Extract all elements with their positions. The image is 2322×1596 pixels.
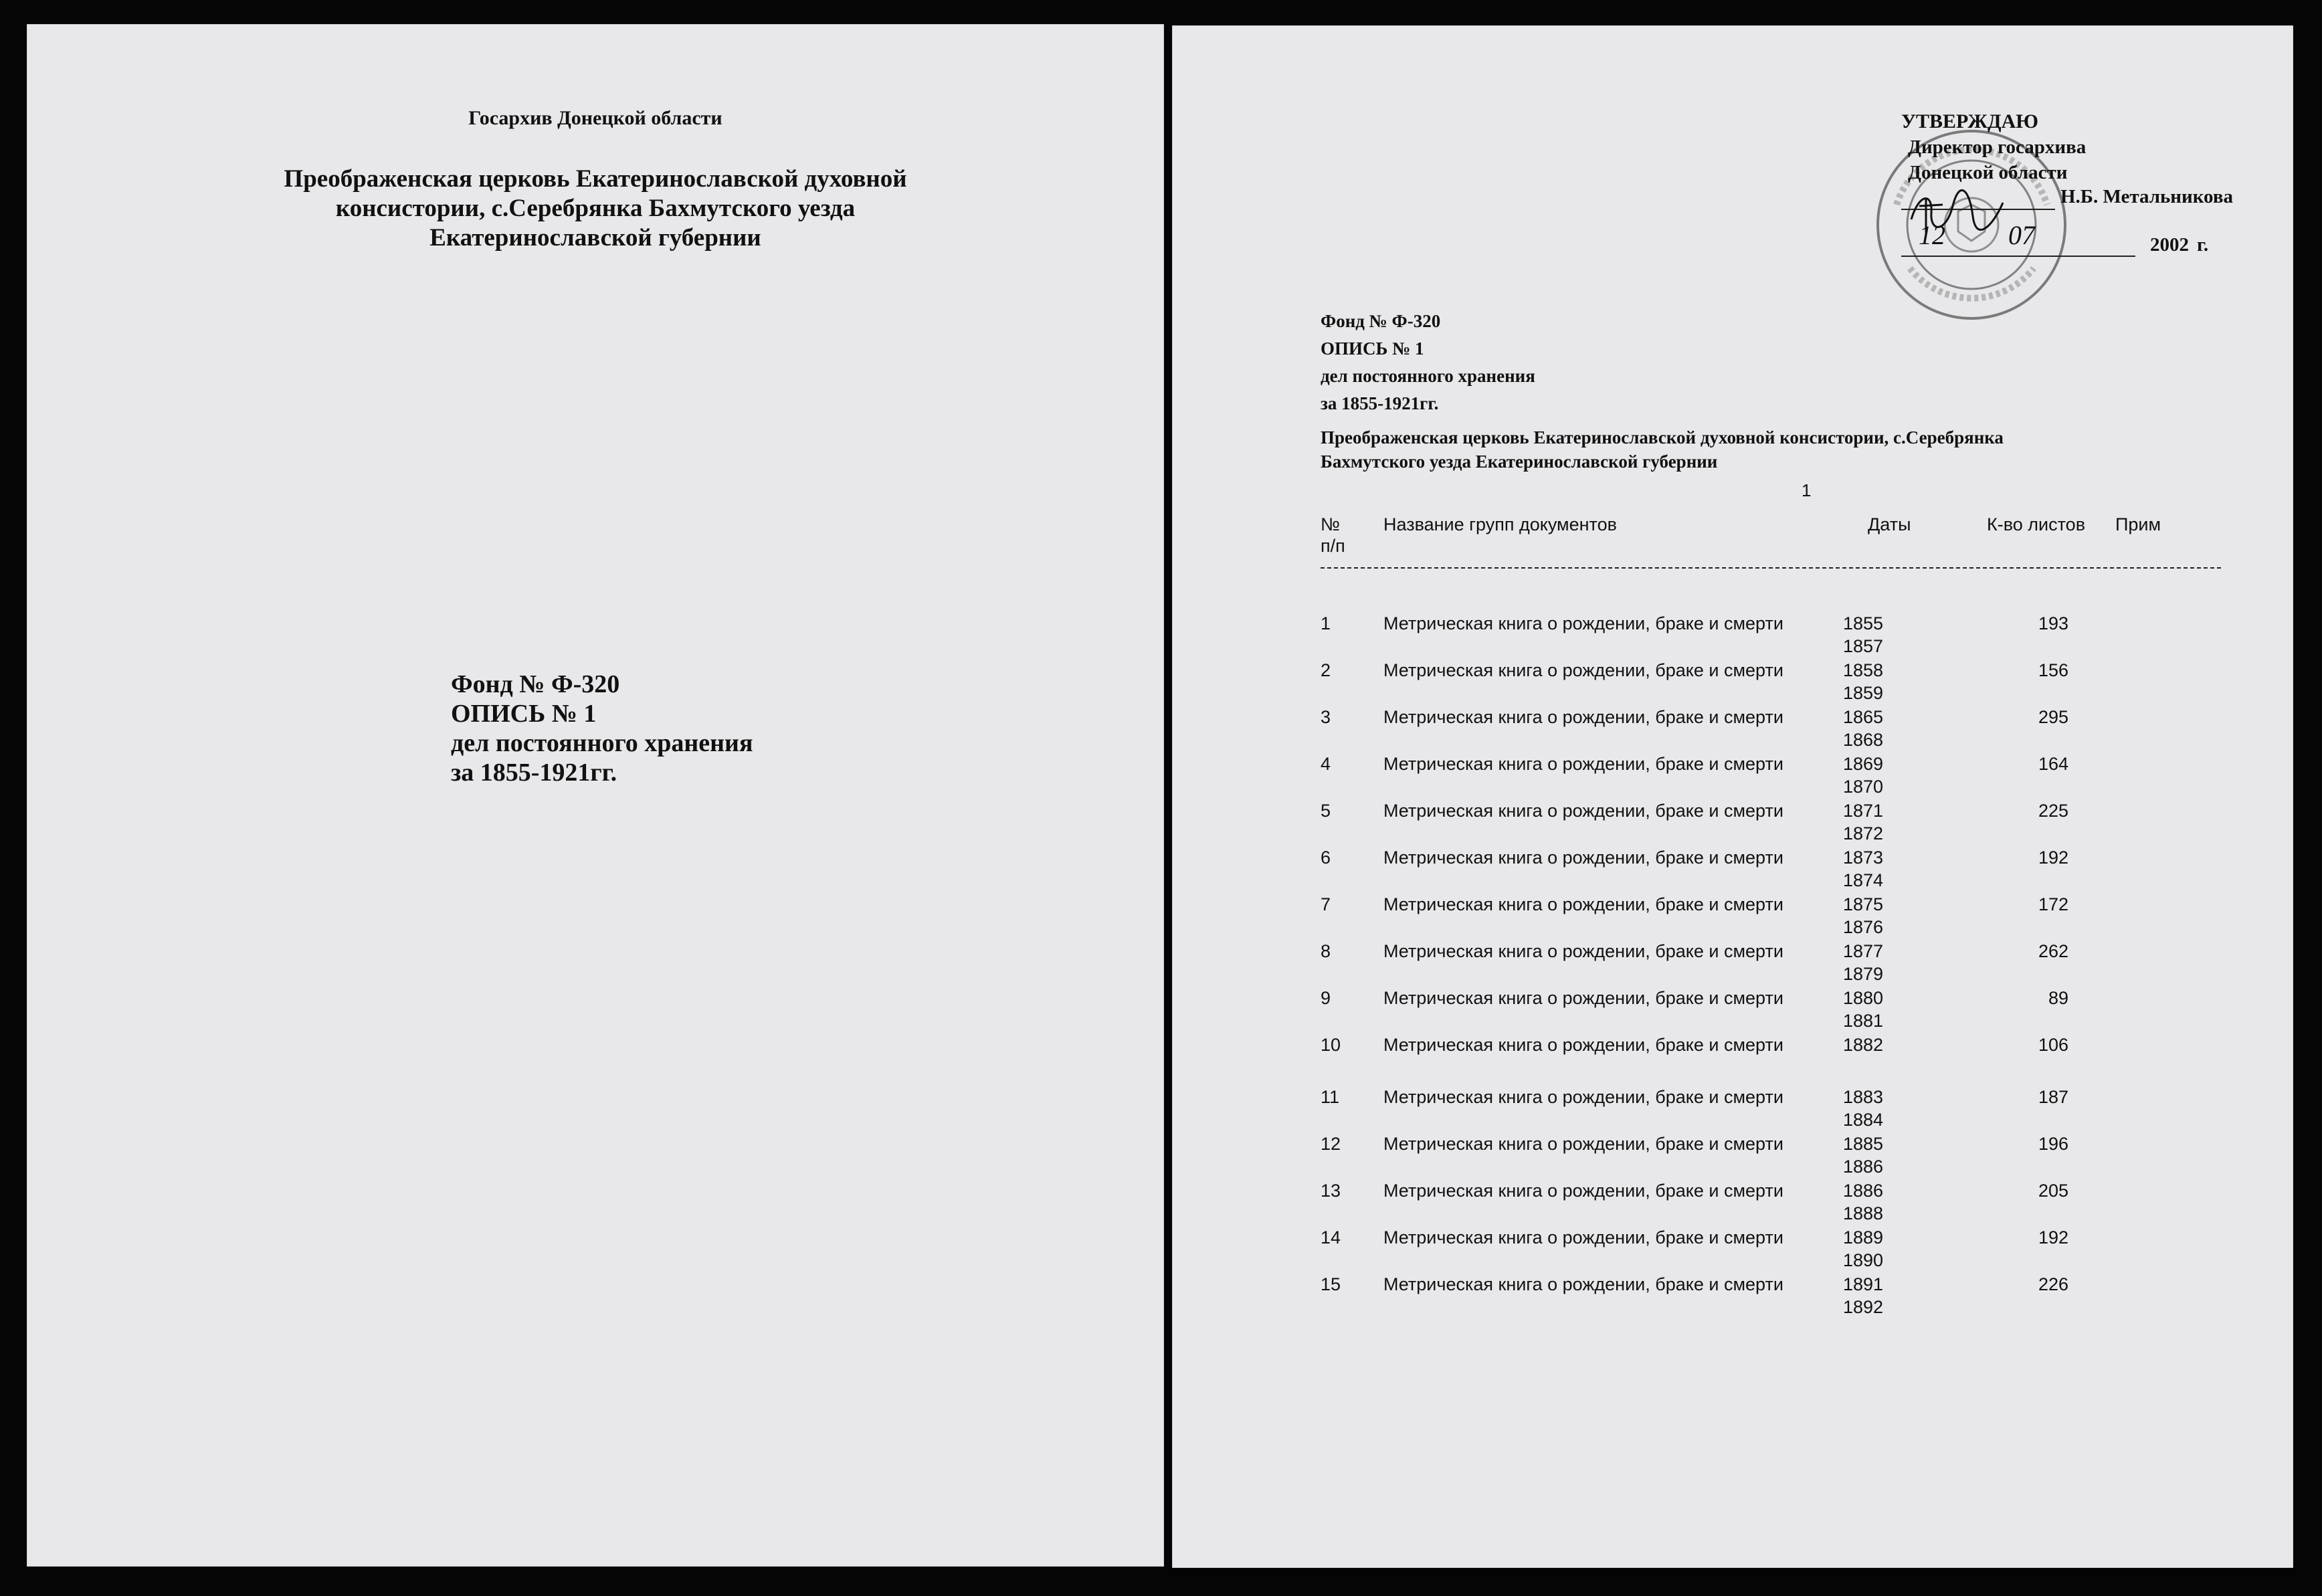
date-range: за 1855-1921гг. xyxy=(1321,393,1439,413)
row-sheets: 164 xyxy=(2038,754,2068,774)
row-sheets: 193 xyxy=(2038,613,2068,633)
row-date-start: 1882 xyxy=(1843,1035,1884,1055)
inventory-number: ОПИСЬ № 1 xyxy=(1321,338,1424,359)
row-num: 14 xyxy=(1321,1227,1341,1248)
church-title xyxy=(27,165,1164,253)
row-sheets: 192 xyxy=(2038,1227,2068,1248)
row-date-end: 1868 xyxy=(1843,730,1884,750)
row-sheets: 262 xyxy=(2038,941,2068,961)
church-title xyxy=(1321,425,2004,474)
row-name: Метрическая книга о рождении, браке и смерти xyxy=(1383,754,1783,774)
table-row xyxy=(1172,1033,2293,1080)
row-sheets: 205 xyxy=(2038,1181,2068,1201)
approver-position: Директор госархива xyxy=(1908,136,2087,158)
fond-info xyxy=(1321,308,1535,417)
row-num: 11 xyxy=(1321,1087,1340,1107)
row-num: 7 xyxy=(1321,894,1331,914)
table-row xyxy=(1172,659,2293,706)
row-num: 13 xyxy=(1321,1181,1341,1201)
row-date-end: 1859 xyxy=(1843,683,1884,703)
table-row xyxy=(1172,940,2293,987)
column-header-num xyxy=(1321,514,1345,557)
header-divider xyxy=(1321,567,2221,569)
storage-type: дел постоянного хранения xyxy=(451,729,753,757)
table-row xyxy=(1172,1132,2293,1179)
row-sheets: 89 xyxy=(2048,988,2068,1008)
row-name: Метрическая книга о рождении, браке и смерти xyxy=(1383,1035,1783,1055)
approval-heading: УТВЕРЖДАЮ xyxy=(1901,110,2039,132)
row-date-start: 1885 xyxy=(1843,1134,1884,1154)
row-num: 2 xyxy=(1321,660,1331,680)
approval-year-suffix: г. xyxy=(2197,234,2209,256)
row-date-start: 1865 xyxy=(1843,707,1884,727)
cover-page xyxy=(27,24,1164,1567)
row-name: Метрическая книга о рождении, браке и смерти xyxy=(1383,1274,1783,1294)
row-num: 9 xyxy=(1321,988,1331,1008)
column-header-name: Название групп документов xyxy=(1383,514,1617,534)
row-name: Метрическая книга о рождении, браке и смерти xyxy=(1383,894,1783,914)
row-name: Метрическая книга о рождении, браке и смерти xyxy=(1383,988,1783,1008)
row-num: 6 xyxy=(1321,847,1331,868)
row-sheets: 172 xyxy=(2038,894,2068,914)
row-date-end: 1888 xyxy=(1843,1203,1884,1223)
row-date-end: 1890 xyxy=(1843,1250,1884,1270)
church-title-line: Екатеринославской губернии xyxy=(429,224,761,252)
row-name: Метрическая книга о рождении, браке и смерти xyxy=(1383,1227,1783,1248)
row-sheets: 226 xyxy=(2038,1274,2068,1294)
approval-year: 2002 xyxy=(2150,234,2189,256)
row-sheets: 106 xyxy=(2038,1035,2068,1055)
table-row xyxy=(1172,1179,2293,1226)
storage-type: дел постоянного хранения xyxy=(1321,366,1535,386)
row-date-start: 1871 xyxy=(1843,801,1884,821)
row-date-end: 1876 xyxy=(1843,917,1884,937)
row-sheets: 225 xyxy=(2038,801,2068,821)
table-row xyxy=(1172,612,2293,659)
fond-number: Фонд № Ф-320 xyxy=(1321,311,1441,331)
row-date-start: 1858 xyxy=(1843,660,1884,680)
row-date-start: 1889 xyxy=(1843,1227,1884,1248)
table-row xyxy=(1172,799,2293,846)
row-name: Метрическая книга о рождении, браке и смерти xyxy=(1383,847,1783,868)
column-header-note: Прим xyxy=(2115,514,2161,534)
row-date-end: 1872 xyxy=(1843,823,1884,843)
row-sheets: 295 xyxy=(2038,707,2068,727)
row-date-start: 1875 xyxy=(1843,894,1884,914)
row-date-end: 1892 xyxy=(1843,1297,1884,1317)
row-sheets: 192 xyxy=(2038,847,2068,868)
table-row xyxy=(1172,753,2293,799)
date-range: за 1855-1921гг. xyxy=(451,759,617,787)
row-date-end: 1886 xyxy=(1843,1157,1884,1177)
column-header-num-line2: п/п xyxy=(1321,536,1345,556)
row-name: Метрическая книга о рождении, браке и смерти xyxy=(1383,613,1783,633)
row-sheets: 187 xyxy=(2038,1087,2068,1107)
row-date-start: 1880 xyxy=(1843,988,1884,1008)
table-row xyxy=(1172,846,2293,893)
table-row xyxy=(1172,706,2293,753)
row-name: Метрическая книга о рождении, браке и смерти xyxy=(1383,707,1783,727)
row-name: Метрическая книга о рождении, браке и смерти xyxy=(1383,801,1783,821)
row-sheets: 196 xyxy=(2038,1134,2068,1154)
row-date-end: 1881 xyxy=(1843,1011,1884,1031)
row-date-end: 1879 xyxy=(1843,964,1884,984)
church-title-line: консистории, с.Серебрянка Бахмутского уезда xyxy=(335,195,856,222)
approval-month: 07 xyxy=(2008,220,2035,250)
fond-number: Фонд № Ф-320 xyxy=(451,670,620,698)
church-title-line: Бахмутского уезда Екатеринославской губернии xyxy=(1321,452,1718,472)
fond-info xyxy=(451,670,753,787)
row-name: Метрическая книга о рождении, браке и смерти xyxy=(1383,941,1783,961)
row-num: 5 xyxy=(1321,801,1331,821)
row-name: Метрическая книга о рождении, браке и смерти xyxy=(1383,1134,1783,1154)
table-row xyxy=(1172,1273,2293,1320)
table-row xyxy=(1172,1226,2293,1273)
row-name: Метрическая книга о рождении, браке и смерти xyxy=(1383,1087,1783,1107)
row-date-start: 1891 xyxy=(1843,1274,1884,1294)
row-num: 10 xyxy=(1321,1035,1341,1055)
column-header-num-line1: № xyxy=(1321,514,1340,534)
table-row xyxy=(1172,1086,2293,1132)
column-header-sheets: К-во листов xyxy=(1987,514,2086,534)
row-date-start: 1855 xyxy=(1843,613,1884,633)
signature-icon xyxy=(1906,186,2006,239)
church-title-line: Преображенская церковь Екатеринославской духовной xyxy=(284,165,907,193)
table-row xyxy=(1172,893,2293,940)
row-num: 12 xyxy=(1321,1134,1341,1154)
inventory-page xyxy=(1172,25,2293,1568)
approver-organization: Донецкой области xyxy=(1908,162,2068,183)
table-row xyxy=(1172,987,2293,1033)
row-num: 4 xyxy=(1321,754,1331,774)
page-number: 1 xyxy=(1802,480,1812,500)
row-num: 8 xyxy=(1321,941,1331,961)
row-date-end: 1870 xyxy=(1843,777,1884,797)
column-header-dates: Даты xyxy=(1868,514,1911,534)
approval-day: 12 xyxy=(1919,220,1945,250)
row-sheets: 156 xyxy=(2038,660,2068,680)
row-date-start: 1873 xyxy=(1843,847,1884,868)
row-date-start: 1877 xyxy=(1843,941,1884,961)
archive-name: Госархив Донецкой области xyxy=(468,107,722,129)
row-num: 15 xyxy=(1321,1274,1341,1294)
row-date-start: 1869 xyxy=(1843,754,1884,774)
row-num: 1 xyxy=(1321,613,1331,633)
church-title-line: Преображенская церковь Екатеринославской духовной консистории, с.Серебрянка xyxy=(1321,427,2004,447)
inventory-number: ОПИСЬ № 1 xyxy=(451,700,597,728)
row-date-start: 1883 xyxy=(1843,1087,1884,1107)
row-date-end: 1874 xyxy=(1843,870,1884,890)
row-name: Метрическая книга о рождении, браке и смерти xyxy=(1383,1181,1783,1201)
row-date-end: 1857 xyxy=(1843,636,1884,656)
row-date-start: 1886 xyxy=(1843,1181,1884,1201)
row-num: 3 xyxy=(1321,707,1331,727)
approver-name: Н.Б. Метальникова xyxy=(2060,186,2233,207)
row-date-end: 1884 xyxy=(1843,1110,1884,1130)
row-name: Метрическая книга о рождении, браке и смерти xyxy=(1383,660,1783,680)
